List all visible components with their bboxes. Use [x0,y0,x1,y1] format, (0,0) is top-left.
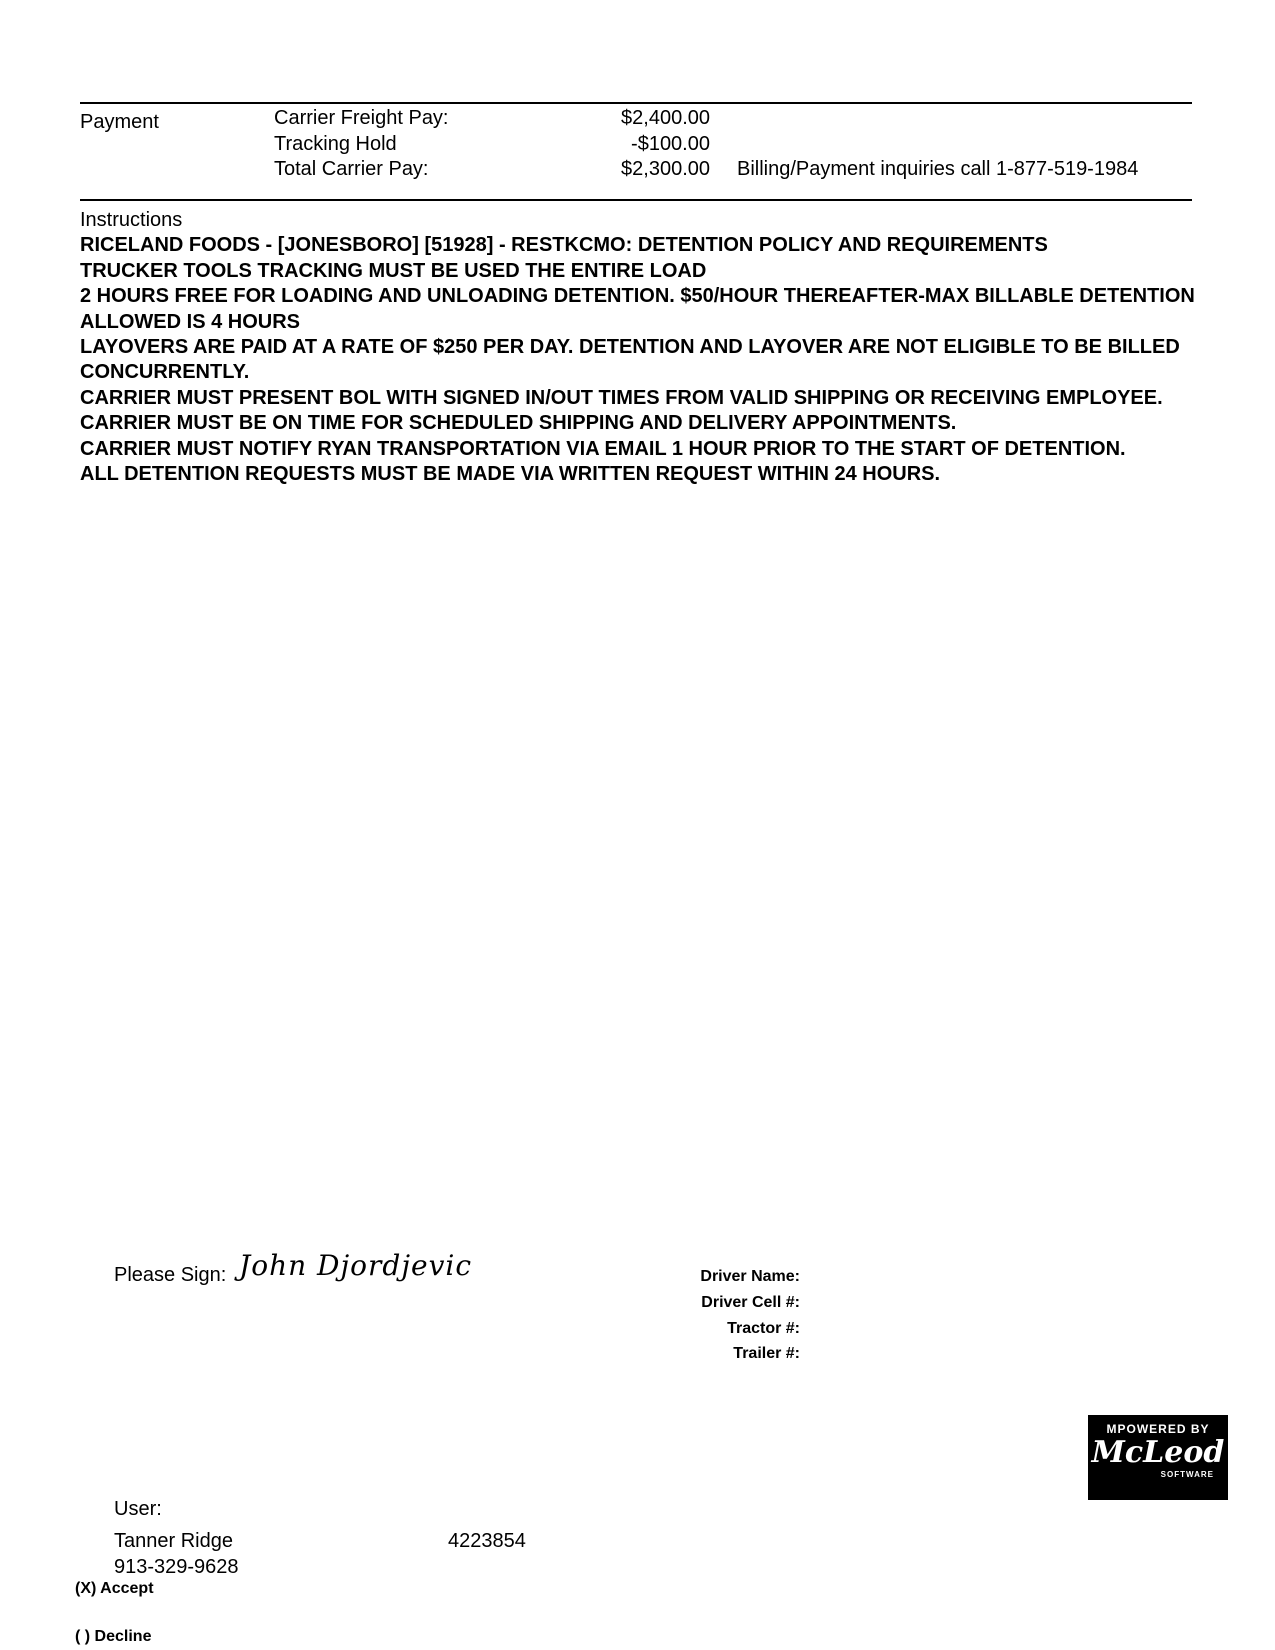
carrier-freight-pay-label: Carrier Freight Pay: [274,107,449,129]
tracking-hold-label: Tracking Hold [274,133,397,155]
logo-tagline: MPOWERED BY [1106,1422,1210,1436]
signature-handwritten: John Djordjevic [239,1249,473,1282]
instruction-line: TRUCKER TOOLS TRACKING MUST BE USED THE ENTIRE LOAD [80,259,707,282]
sign-prompt: Please Sign: [114,1264,227,1286]
total-carrier-pay-amount: $2,300.00 [621,158,710,180]
user-label: User: [114,1498,162,1520]
payment-section-label: Payment [80,111,159,133]
tractor-label: Tractor #: [727,1320,800,1337]
decline-option[interactable]: ( ) Decline [75,1628,152,1645]
total-carrier-pay-label: Total Carrier Pay: [274,158,429,180]
user-phone: 913-329-9628 [114,1556,239,1578]
instructions-block [80,208,1200,487]
instruction-line: CARRIER MUST NOTIFY RYAN TRANSPORTATION VIA EMAIL 1 HOUR PRIOR TO THE START OF DETENTION. [80,437,1126,460]
instruction-line: CARRIER MUST PRESENT BOL WITH SIGNED IN/OUT TIMES FROM VALID SHIPPING OR RECEIVING EMPLOYEE. [80,386,1163,409]
user-id: 4223854 [448,1530,526,1552]
instruction-line: 2 HOURS FREE FOR LOADING AND UNLOADING DETENTION. $50/HOUR THEREAFTER-MAX BILLABLE DETENTION ALLOWED IS 4 HOURS [80,285,1195,333]
logo-subtitle: SOFTWARE [1160,1470,1214,1479]
tracking-hold-amount: -$100.00 [631,133,710,155]
instruction-line: RICELAND FOODS - [JONESBORO] [51928] - RESTKCMO: DETENTION POLICY AND REQUIREMENTS [80,234,1048,257]
billing-inquiry-note: Billing/Payment inquiries call 1-877-519-1984 [737,158,1139,180]
logo-brand: McLeod [1091,1435,1225,1470]
trailer-label: Trailer #: [733,1345,800,1362]
instruction-line: ALL DETENTION REQUESTS MUST BE MADE VIA WRITTEN REQUEST WITHIN 24 HOURS. [80,463,941,486]
instruction-line: LAYOVERS ARE PAID AT A RATE OF $250 PER DAY. DETENTION AND LAYOVER ARE NOT ELIGIBLE TO BE BILLED CONCURRENTLY. [80,336,1180,384]
top-rule [80,102,1192,104]
driver-name-label: Driver Name: [700,1268,800,1285]
carrier-freight-pay-amount: $2,400.00 [621,107,710,129]
driver-cell-label: Driver Cell #: [701,1294,800,1311]
accept-option[interactable]: (X) Accept [75,1580,154,1597]
mcleod-logo [1088,1415,1228,1500]
user-name: Tanner Ridge [114,1530,233,1552]
instructions-heading: Instructions [80,209,183,231]
instruction-line: CARRIER MUST BE ON TIME FOR SCHEDULED SHIPPING AND DELIVERY APPOINTMENTS. [80,412,957,435]
payment-bottom-rule [80,199,1192,201]
